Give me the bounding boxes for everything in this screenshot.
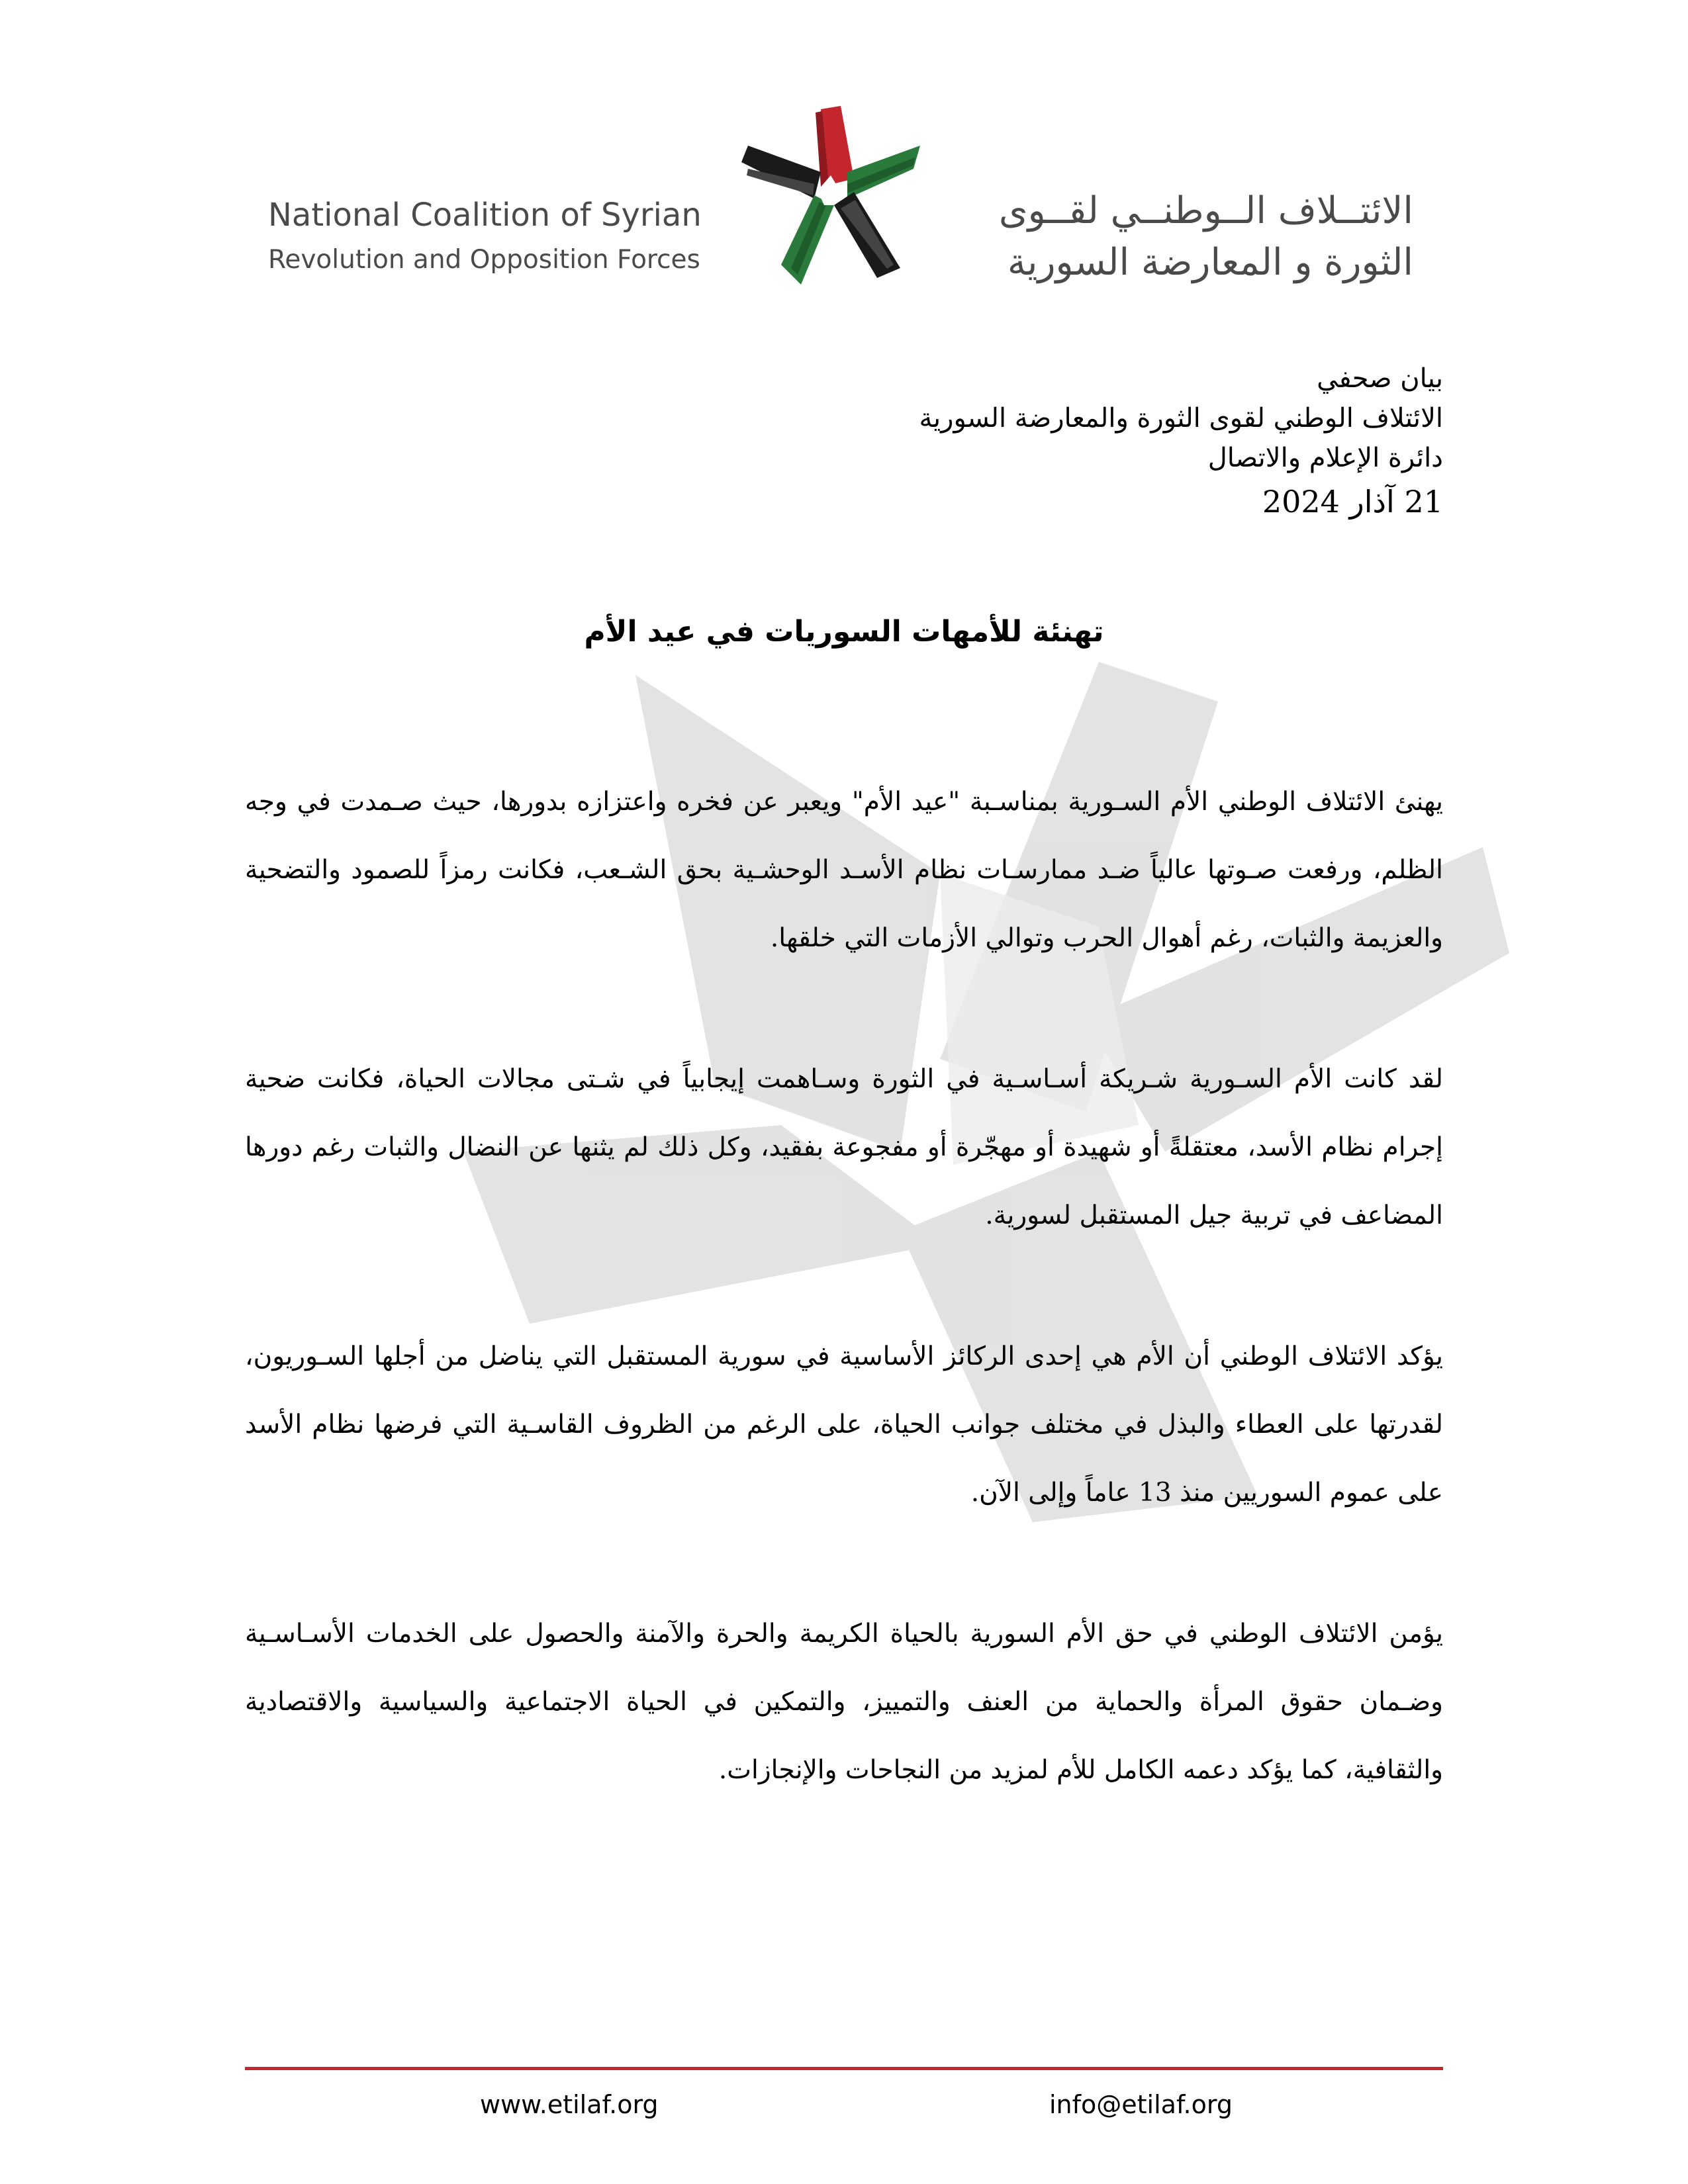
doc-type: بيان صحفي — [1317, 363, 1443, 394]
org-name-english — [268, 192, 731, 282]
document-date: 21 آذار 2024 — [1262, 484, 1443, 520]
paragraph: يؤكد الائتلاف الوطني أن الأم هي إحدى الركائز الأساسية في سورية المستقبل التي يناضل من أجلها السـوريون، لقدرتها على العطاء والبذل في مختلف جوانب الحياة، على الرغم من الظروف القاسـية التي فرضها نظام الأسد على عموم السوريين منذ 13 عاماً وإلى الآن. — [245, 1342, 1443, 1508]
document-title: تهنئة للأمهات السوريات في عيد الأم — [584, 615, 1104, 649]
document-meta — [715, 359, 1443, 525]
coalition-star-logo-icon — [741, 106, 920, 285]
paragraph: يهنئ الائتلاف الوطني الأم السـورية بمناسـبة "عيد الأم" ويعبر عن فخره واعتزازه بدورها، حيث صـمدت في وجه الظلم، ورفعت صـوتها عالياً ضـد ممارسـات نظام الأسـد الوحشـية بحق الشـعب، فكانت رمزاً للصمود والتضحية والعزيمة والثبات، رغم أهوال الحرب وتوالي الأزمات التي خلقها. — [245, 787, 1443, 953]
org-name-arabic — [937, 185, 1413, 289]
letterhead — [0, 0, 1688, 304]
organization-name: الائتلاف الوطني لقوى الثورة والمعارضة السورية — [919, 403, 1443, 433]
footer-email-link[interactable]: info@etilaf.org — [1049, 2090, 1233, 2119]
document-body — [245, 768, 1443, 1877]
department-name: دائرة الإعلام والاتصال — [1207, 443, 1443, 473]
footer-website-link[interactable]: www.etilaf.org — [480, 2090, 659, 2119]
org-name-en-line1: National Coalition of Syrian — [268, 197, 702, 234]
org-name-ar-line1: الائتــلاف الــوطنــي لقــوى — [998, 189, 1413, 232]
org-name-ar-line2: الثورة و المعارضة السورية — [1007, 241, 1413, 284]
org-name-en-line2: Revolution and Opposition Forces — [268, 245, 700, 275]
paragraph: يؤمن الائتلاف الوطني في حق الأم السورية بالحياة الكريمة والحرة والآمنة والحصول على الخدمات الأسـاسـية وضـمان حقوق المرأة والحماية من العنف والتمييز، والتمكين في الحياة الاجتماعية والسياسية والاقتصادية والثقافية، كما يؤكد دعمه الكامل للأم لمزيد من النجاحات والإنجازات. — [245, 1619, 1443, 1785]
paragraph: لقد كانت الأم السـورية شـريكة أسـاسـية في الثورة وسـاهمت إيجابياً في شـتى مجالات الحياة، فكانت ضحية إجرام نظام الأسد، معتقلةً أو شهيدة أو مهجّرة أو مفجوعة بفقيد، وكل ذلك لم يثنها عن النضال والثبات رغم دورها المضاعف في تربية جيل المستقبل لسورية. — [245, 1064, 1443, 1230]
footer-divider — [245, 2067, 1443, 2070]
